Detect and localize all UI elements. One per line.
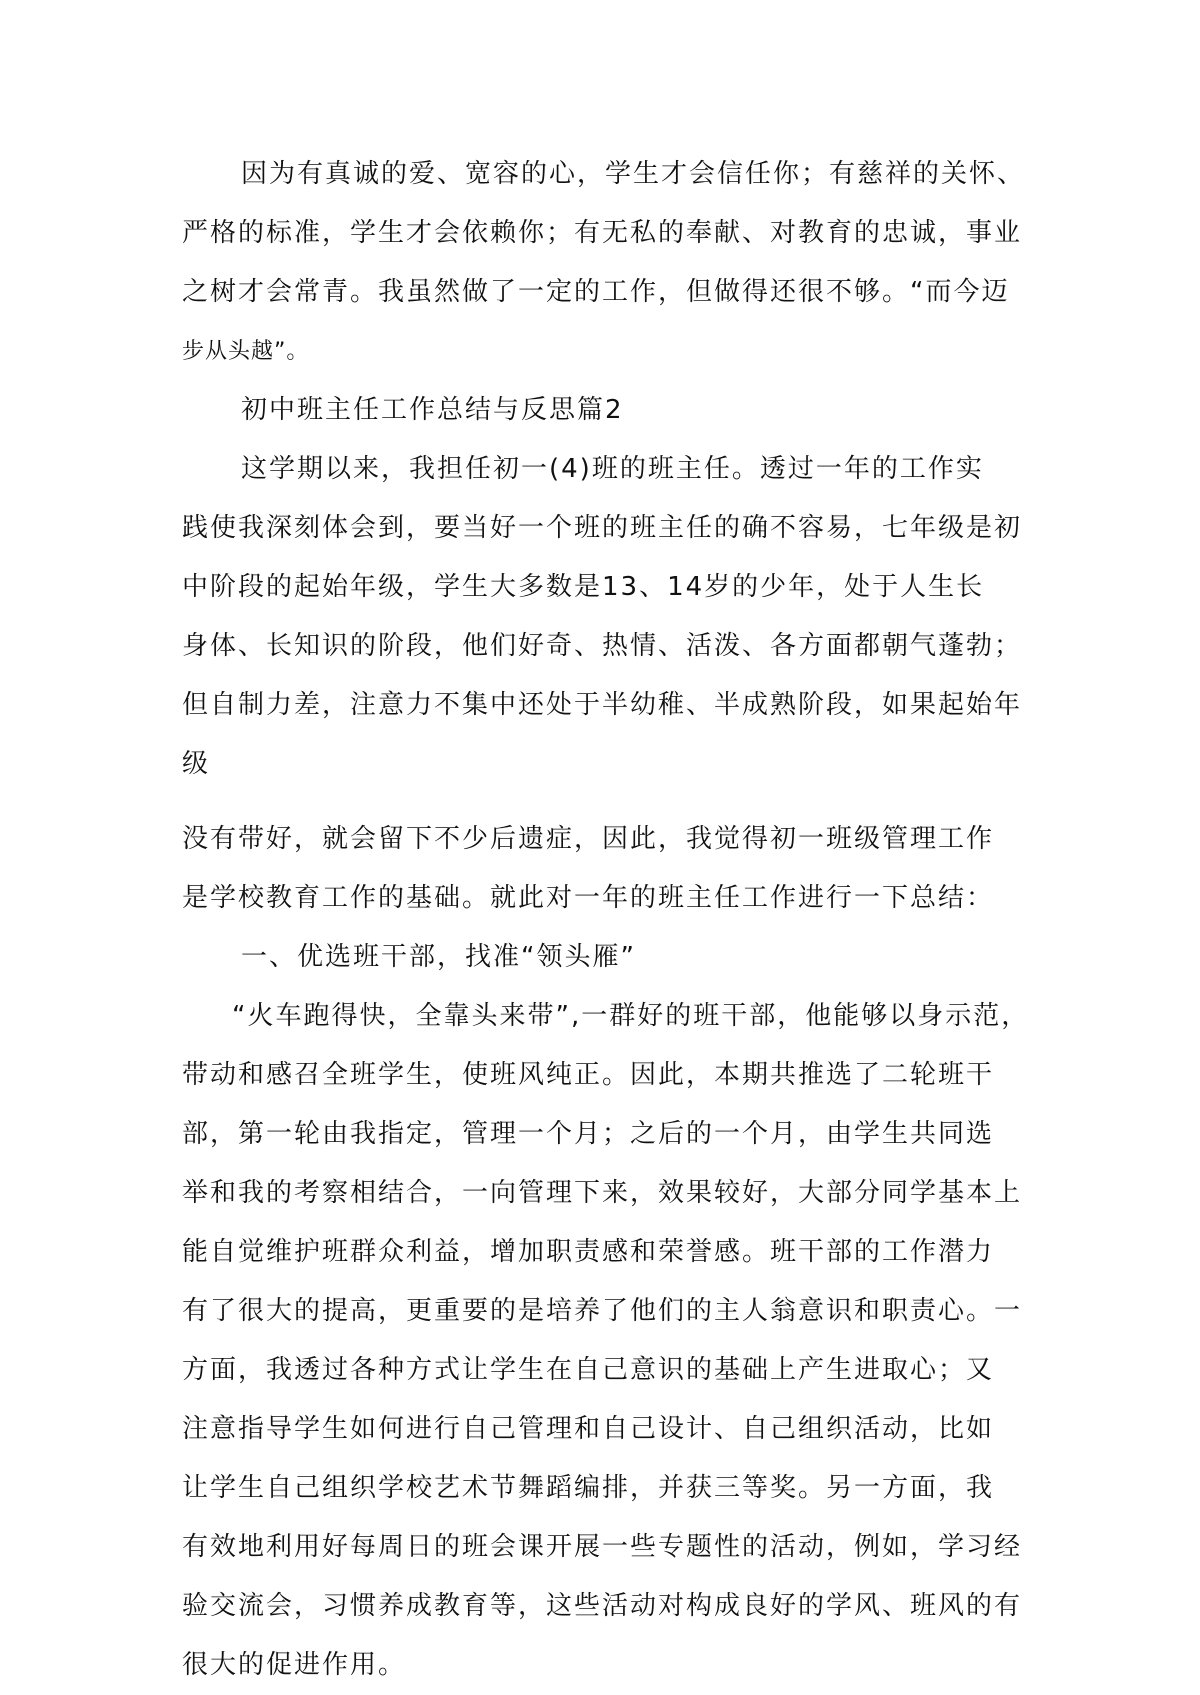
paragraph-line: “火车跑得快，全靠头来带”,一群好的班干部，他能够以身示范， xyxy=(232,1001,1030,1031)
paragraph-line: 因为有真诚的爱、宽容的心，学生才会信任你；有慈祥的关怀、 xyxy=(241,159,1026,189)
paragraph-line: 身体、长知识的阶段，他们好奇、热情、活泼、各方面都朝气蓬勃； xyxy=(182,631,1023,661)
paragraph-line: 很大的促进作用。 xyxy=(182,1650,407,1680)
document-body xyxy=(182,145,1062,1695)
paragraph-line: 没有带好，就会留下不少后遗症，因此，我觉得初一班级管理工作 xyxy=(182,824,995,854)
paragraph-line: 验交流会，习惯养成教育等，这些活动对构成良好的学风、班风的有 xyxy=(182,1591,1023,1621)
paragraph-line: 带动和感召全班学生，使班风纯正。因此，本期共推选了二轮班干 xyxy=(182,1060,995,1090)
paragraph-line: 举和我的考察相结合，一向管理下来，效果较好，大部分同学基本上 xyxy=(182,1178,1023,1208)
section-title: 初中班主任工作总结与反思篇2 xyxy=(241,395,624,425)
paragraph-line: 方面，我透过各种方式让学生在自己意识的基础上产生进取心；又 xyxy=(182,1355,995,1385)
paragraph-line: 是学校教育工作的基础。就此对一年的班主任工作进行一下总结： xyxy=(182,883,995,913)
paragraph-line: 有了很大的提高，更重要的是培养了他们的主人翁意识和职责心。一 xyxy=(182,1296,1023,1326)
paragraph-line: 之树才会常青。我虽然做了一定的工作，但做得还很不够。“而今迈 xyxy=(182,277,1010,307)
paragraph-line: 步从头越”。 xyxy=(182,339,310,364)
paragraph-line: 但自制力差，注意力不集中还处于半幼稚、半成熟阶段，如果起始年 xyxy=(182,690,1023,720)
paragraph-line: 践使我深刻体会到，要当好一个班的班主任的确不容易，七年级是初 xyxy=(182,513,1023,543)
paragraph-line: 让学生自己组织学校艺术节舞蹈编排，并获三等奖。另一方面，我 xyxy=(182,1473,995,1503)
paragraph-line: 注意指导学生如何进行自己管理和自己设计、自己组织活动，比如 xyxy=(182,1414,995,1444)
paragraph-line: 部，第一轮由我指定，管理一个月；之后的一个月，由学生共同选 xyxy=(182,1119,995,1149)
paragraph-line: 级 xyxy=(182,749,211,779)
paragraph-gap xyxy=(182,794,1062,810)
paragraph-line: 中阶段的起始年级，学生大多数是13、14岁的少年，处于人生长 xyxy=(182,572,985,602)
paragraph-line: 严格的标准，学生才会依赖你；有无私的奉献、对教育的忠诚，事业 xyxy=(182,218,1023,248)
section-heading: 一、优选班干部，找准“领头雁” xyxy=(241,942,636,972)
paragraph-line: 这学期以来，我担任初一(4)班的班主任。透过一年的工作实 xyxy=(241,454,984,484)
paragraph-line: 能自觉维护班群众利益，增加职责感和荣誉感。班干部的工作潜力 xyxy=(182,1237,995,1267)
paragraph-line: 有效地利用好每周日的班会课开展一些专题性的活动，例如，学习经 xyxy=(182,1532,1023,1562)
